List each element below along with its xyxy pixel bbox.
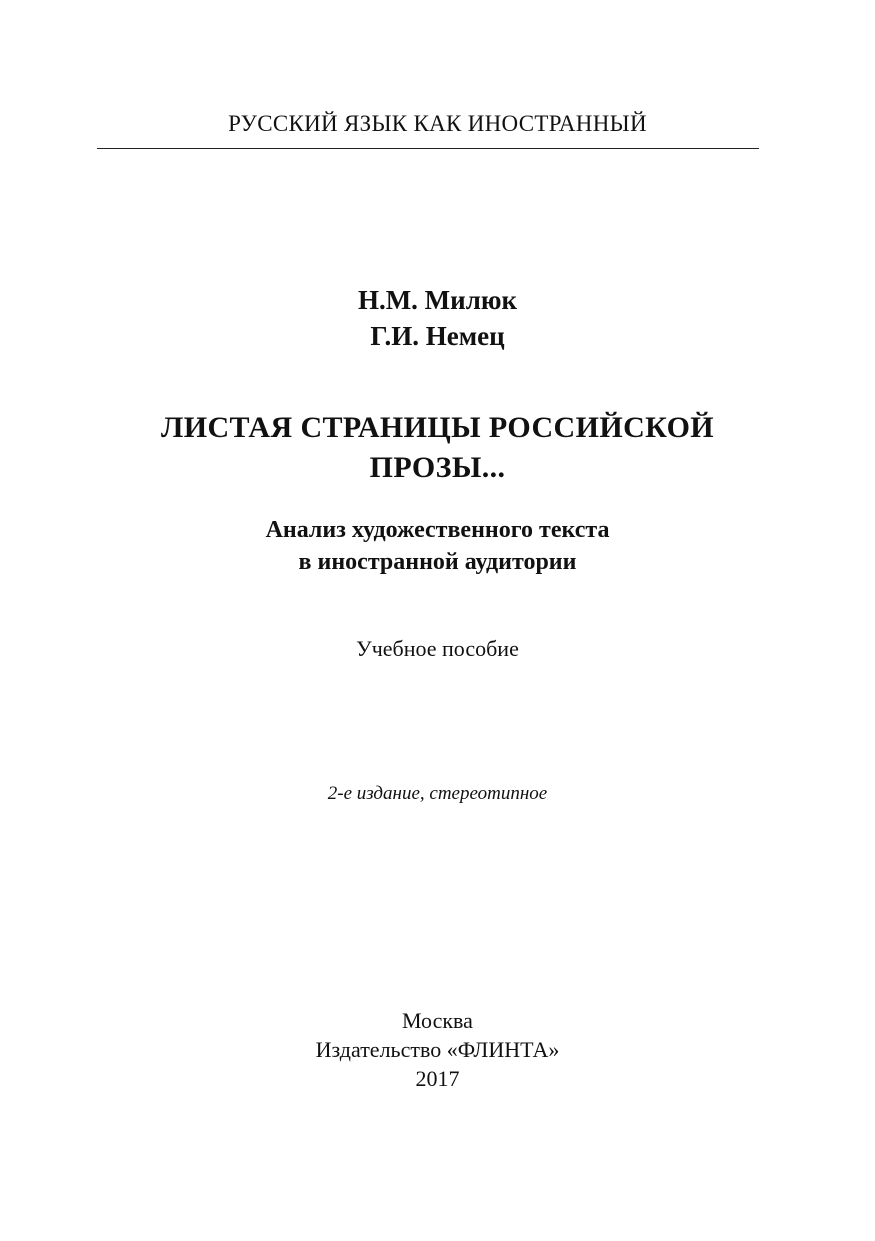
book-subtitle-line: в иностранной аудитории bbox=[298, 549, 577, 575]
series-heading: РУССКИЙ ЯЗЫК КАК ИНОСТРАННЫЙ bbox=[228, 111, 647, 136]
author-name: Г.И. Немец bbox=[370, 321, 505, 351]
edition-note: 2-е издание, стереотипное bbox=[327, 783, 548, 804]
imprint-city: Москва bbox=[402, 1008, 473, 1033]
book-subtitle bbox=[0, 514, 875, 578]
imprint-publisher: Издательство «ФЛИНТА» bbox=[315, 1037, 560, 1062]
book-title-line: ПРОЗЫ... bbox=[369, 451, 506, 484]
publisher-imprint bbox=[0, 1006, 875, 1093]
header-divider bbox=[97, 148, 759, 149]
book-title-line: ЛИСТАЯ СТРАНИЦЫ РОССИЙСКОЙ bbox=[160, 411, 715, 444]
document-type: Учебное пособие bbox=[356, 636, 519, 661]
book-subtitle-line: Анализ художественного текста bbox=[265, 517, 610, 543]
authors-block bbox=[0, 282, 875, 354]
author-name: Н.М. Милюк bbox=[357, 285, 518, 315]
imprint-year: 2017 bbox=[415, 1066, 460, 1091]
book-title bbox=[0, 408, 875, 488]
